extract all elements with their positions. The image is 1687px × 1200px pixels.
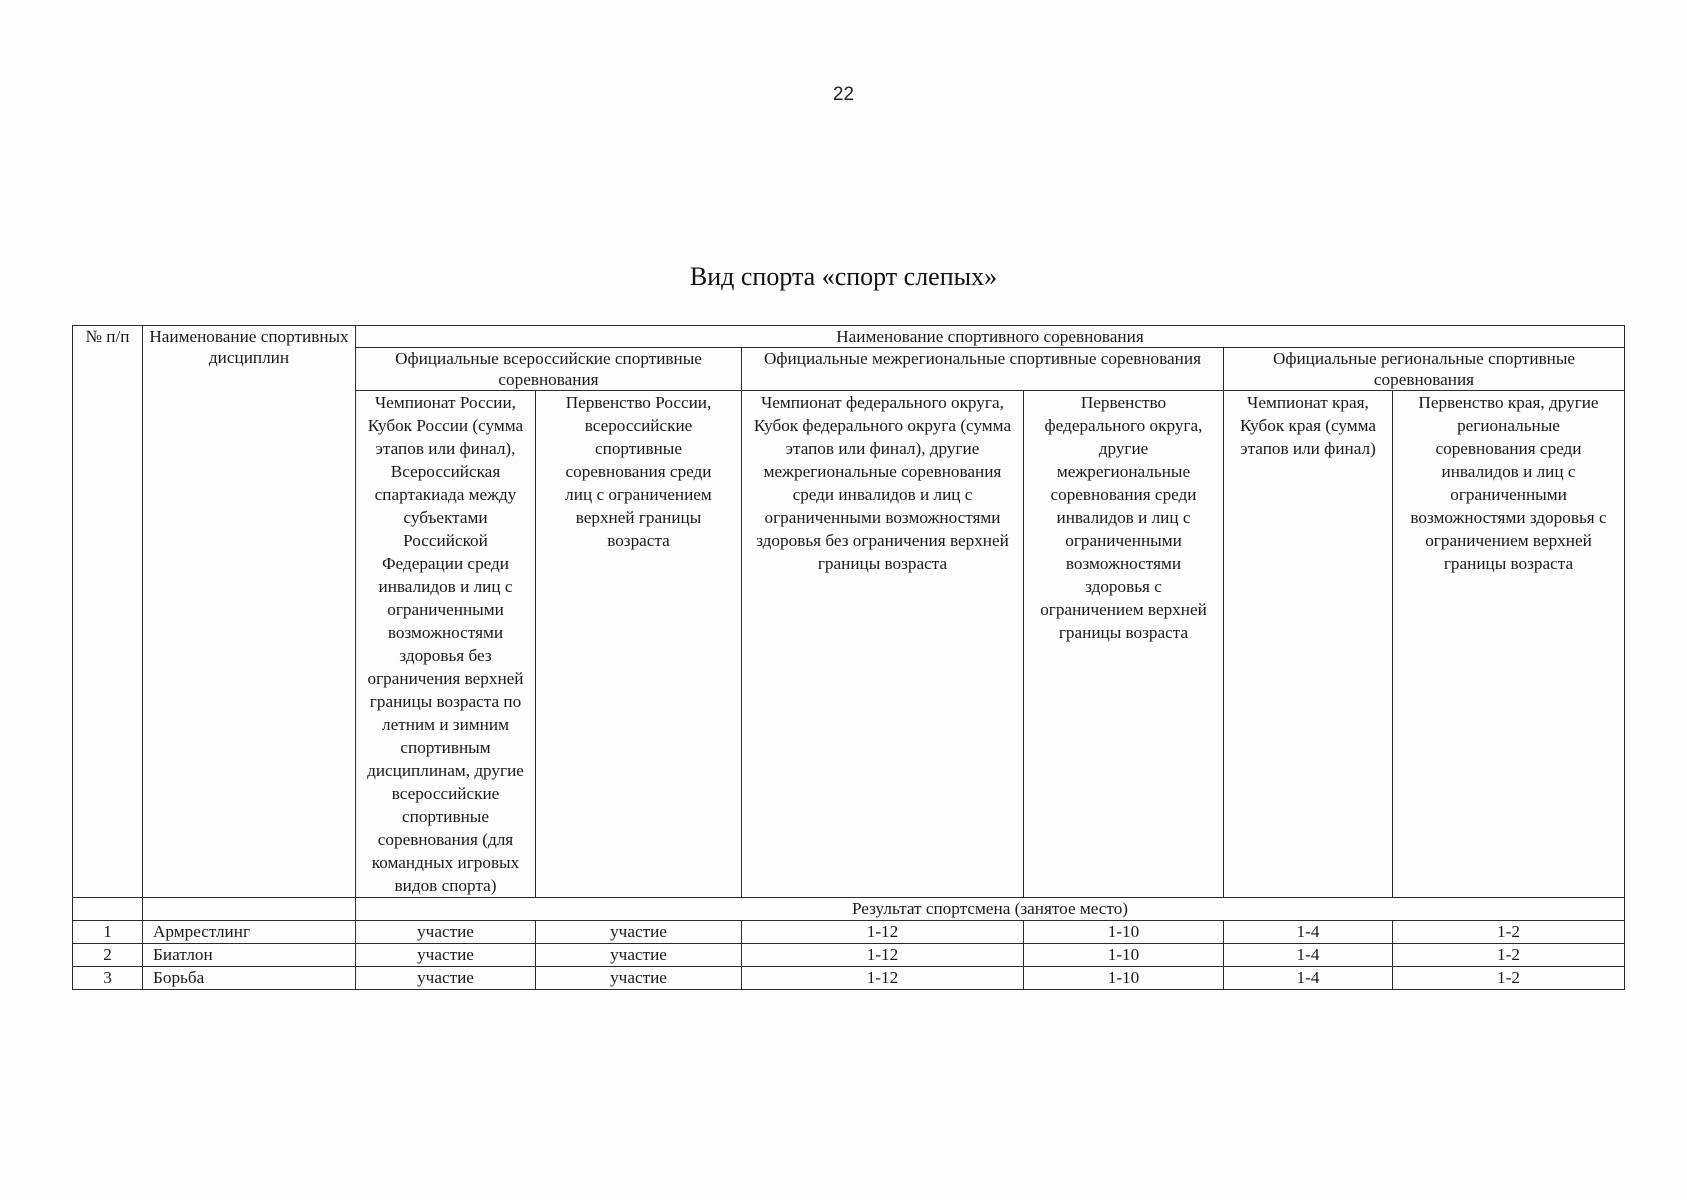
subcol-russia-championship: Чемпионат России, Кубок России (сумма этапов или финал), Всероссийская спартакиада между субъектами Российской Федерации среди инвалидов и лиц с ограниченными возможностями здоровья без ограничения верхней границы возраста по летним и зимним спортивным дисциплинам, другие всероссийские спортивные соревнования (для командных игровых видов спорта): [356, 391, 536, 898]
row-value: 1-4: [1224, 944, 1393, 967]
group-regional: Официальные региональные спортивные соревнования: [1224, 348, 1625, 391]
result-header: Результат спортсмена (занятое место): [356, 898, 1625, 921]
row-number: 2: [73, 944, 143, 967]
row-value: 1-10: [1024, 944, 1224, 967]
row-value: 1-12: [742, 944, 1024, 967]
row-value: 1-2: [1393, 944, 1625, 967]
subcol-russia-youth: Первенство России, всероссийские спортивные соревнования среди лиц с ограничением верхней границы возраста: [536, 391, 742, 898]
subcol-krai-championship: Чемпионат края, Кубок края (сумма этапов или финал): [1224, 391, 1393, 898]
row-value: участие: [356, 967, 536, 990]
row-number: 1: [73, 921, 143, 944]
table-row: [73, 944, 1625, 967]
table-row: [73, 967, 1625, 990]
row-value: участие: [536, 921, 742, 944]
competition-header: Наименование спортивного соревнования: [356, 326, 1625, 348]
table-row: [73, 921, 1625, 944]
col-number-header: № п/п: [73, 326, 143, 898]
row-discipline: Биатлон: [143, 944, 356, 967]
subcol-district-youth: Первенство федерального округа, другие межрегиональные соревнования среди инвалидов и лиц с ограниченными возможностями здоровья с ограничением верхней границы возраста: [1024, 391, 1224, 898]
group-interregional: Официальные межрегиональные спортивные соревнования: [742, 348, 1224, 391]
row-value: 1-2: [1393, 921, 1625, 944]
subcol-district-championship: Чемпионат федерального округа, Кубок федерального округа (сумма этапов или финал), другие межрегиональные соревнования среди инвалидов и лиц с ограниченными возможностями здоровья без ограничения верхней границы возраста: [742, 391, 1024, 898]
result-header-row: [73, 898, 1625, 921]
row-discipline: Армрестлинг: [143, 921, 356, 944]
row-value: участие: [356, 944, 536, 967]
row-value: 1-4: [1224, 967, 1393, 990]
subcol-krai-youth: Первенство края, другие региональные соревнования среди инвалидов и лиц с ограниченными возможностями здоровья с ограничением верхней границы возраста: [1393, 391, 1625, 898]
sports-ranking-table: [72, 325, 1625, 990]
row-value: 1-10: [1024, 921, 1224, 944]
row-value: 1-2: [1393, 967, 1625, 990]
row-value: 1-10: [1024, 967, 1224, 990]
row-value: 1-12: [742, 967, 1024, 990]
row-discipline: Борьба: [143, 967, 356, 990]
page-number: 22: [832, 84, 855, 105]
header-row-top: [73, 326, 1625, 348]
row-value: участие: [536, 944, 742, 967]
row-number: 3: [73, 967, 143, 990]
row-value: участие: [536, 967, 742, 990]
group-all-russian: Официальные всероссийские спортивные соревнования: [356, 348, 742, 391]
row-value: 1-4: [1224, 921, 1393, 944]
col-discipline-header: Наименование спортивных дисциплин: [143, 326, 356, 898]
document-title: Вид спорта «спорт слепых»: [689, 262, 998, 291]
row-value: участие: [356, 921, 536, 944]
result-empty-discipline: [143, 898, 356, 921]
result-empty-no: [73, 898, 143, 921]
row-value: 1-12: [742, 921, 1024, 944]
